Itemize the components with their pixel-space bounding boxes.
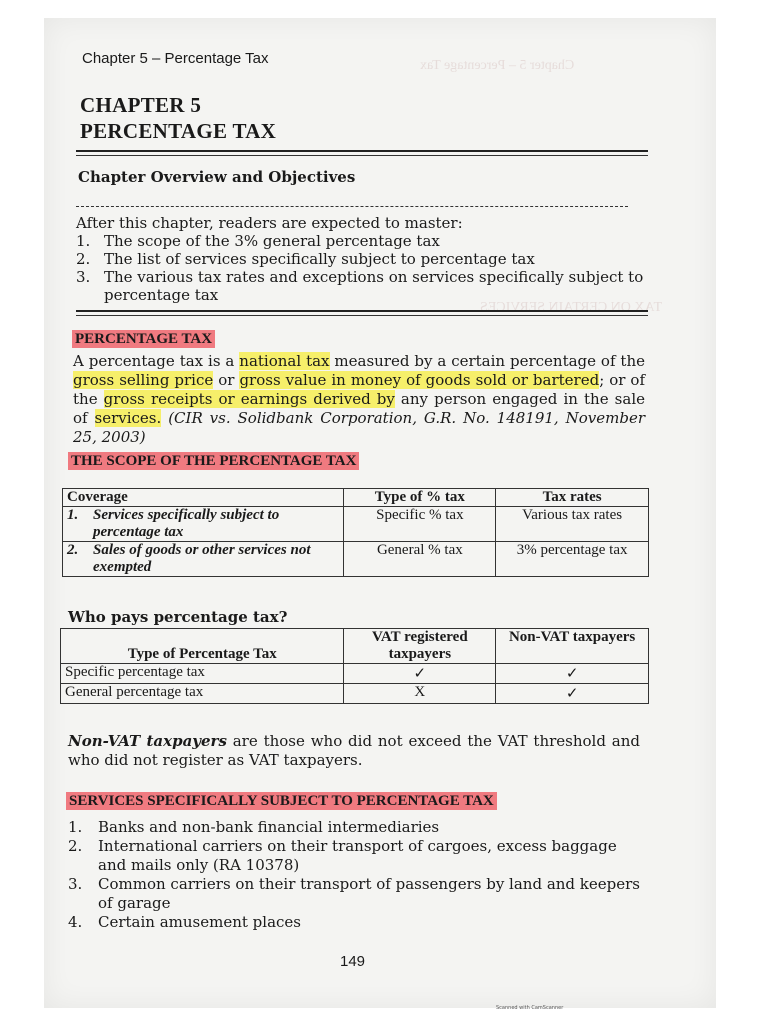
table-header-row — [61, 629, 649, 664]
cross-mark: X — [344, 684, 496, 704]
list-item: 2. International carriers on their transport of cargoes, excess baggage and mails only (RA 10378) — [68, 837, 617, 874]
coverage-cell: 1. Services specifically subject to percentage tax — [63, 507, 344, 542]
scope-heading: THE SCOPE OF THE PERCENTAGE TAX — [68, 450, 359, 470]
list-item: 4. Certain amusement places — [68, 913, 301, 931]
citation: (CIR vs. Solidbank Corporation, G.R. No. 148191, November 25, 2003) — [73, 409, 645, 446]
column-header: Coverage — [63, 489, 344, 507]
overview-bottom-rule — [76, 310, 648, 312]
column-header: Type of Percentage Tax — [61, 629, 344, 664]
running-head: Chapter 5 – Percentage Tax — [82, 50, 269, 67]
column-header: Non-VAT taxpayers — [496, 629, 649, 664]
overview-title: Chapter Overview and Objectives — [78, 168, 356, 186]
who-pays-table — [60, 628, 649, 704]
check-icon: ✓ — [496, 684, 649, 704]
chapter-title — [80, 92, 276, 144]
table-row — [63, 542, 649, 577]
table-row — [61, 684, 649, 704]
percentage-tax-heading: PERCENTAGE TAX — [72, 328, 215, 348]
list-item: 2. The list of services specifically subject to percentage tax — [76, 250, 535, 268]
check-icon: ✓ — [496, 664, 649, 684]
list-item: 3. The various tax rates and exceptions on services specifically subject to percentage tax — [76, 268, 644, 304]
table-row — [63, 507, 649, 542]
column-header: VAT registered taxpayers — [344, 629, 496, 664]
bleed-through-text: Chapter 5 – Percentage Tax — [420, 58, 575, 73]
overview-divider — [76, 206, 628, 207]
services-heading: SERVICES SPECIFICALLY SUBJECT TO PERCENTAGE TAX — [66, 790, 497, 810]
list-item: 1. The scope of the 3% general percentage tax — [76, 232, 440, 250]
chapter-number: CHAPTER 5 — [80, 93, 202, 117]
services-list — [68, 818, 640, 932]
percentage-tax-definition: A percentage tax is a national tax measured by a certain percentage of the gross selling price or gross value in money of goods sold or bartered; or of the gross receipts or earnings derived by any person engaged in the sale of services. (CIR vs. Solidbank Corporation, G.R. No. 148191, November 25, 2003) — [73, 352, 646, 446]
title-rule-thin — [76, 155, 648, 156]
overview-intro: After this chapter, readers are expected to master: — [76, 214, 463, 232]
who-pays-title: Who pays percentage tax? — [68, 608, 288, 626]
type-cell: General percentage tax — [61, 684, 344, 704]
non-vat-note: Non-VAT taxpayers are those who did not exceed the VAT threshold and who did not register as VAT taxpayers. — [68, 732, 640, 769]
page-number: 149 — [340, 953, 366, 970]
rate-cell: 3% percentage tax — [496, 542, 649, 577]
type-cell: General % tax — [344, 542, 496, 577]
type-cell: Specific percentage tax — [61, 664, 344, 684]
title-rule — [76, 150, 648, 152]
scope-table — [62, 488, 649, 577]
table-header-row — [63, 489, 649, 507]
column-header: Tax rates — [496, 489, 649, 507]
scanner-watermark: Scanned with CamScanner — [496, 1005, 564, 1011]
objectives-list — [76, 232, 646, 304]
rate-cell: Various tax rates — [496, 507, 649, 542]
list-item: 1. Banks and non-bank financial intermediaries — [68, 818, 440, 836]
table-row — [61, 664, 649, 684]
list-item: 3. Common carriers on their transport of passengers by land and keepers of garage — [68, 875, 640, 912]
column-header: Type of % tax — [344, 489, 496, 507]
overview-bottom-rule-thin — [76, 315, 648, 316]
type-cell: Specific % tax — [344, 507, 496, 542]
chapter-name: PERCENTAGE TAX — [80, 119, 277, 143]
coverage-cell: 2. Sales of goods or other services not exempted — [63, 542, 344, 577]
check-icon: ✓ — [344, 664, 496, 684]
bleed-through-text: TAX ON CERTAIN SERVICES — [480, 300, 663, 315]
